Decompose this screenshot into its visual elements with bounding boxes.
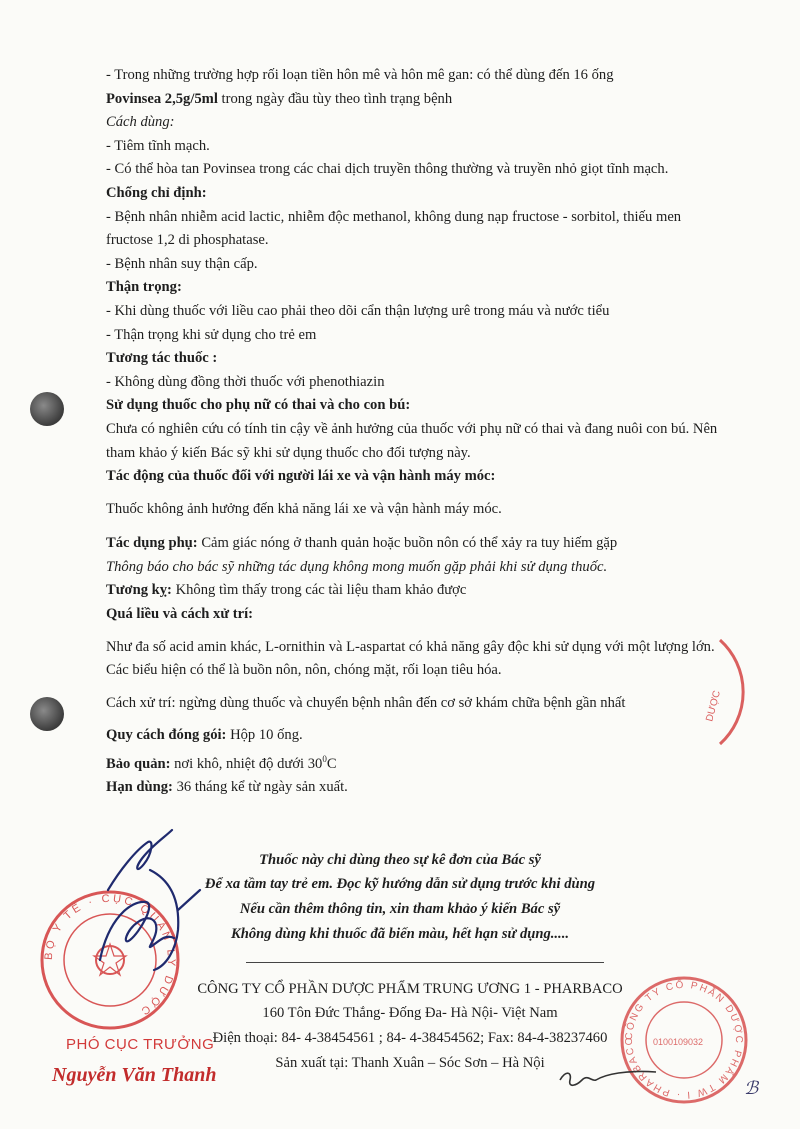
expiry-title: Hạn dùng: bbox=[106, 779, 173, 796]
contraindication-item-2: - Bệnh nhân suy thận cấp. bbox=[106, 255, 258, 272]
usage-item-2: - Có thể hòa tan Povinsea trong các chai dịch truyền thông thường và truyền nhỏ giọt tĩnh mạch. bbox=[106, 161, 669, 178]
caution-item-2: - Thận trọng khi sử dụng cho trẻ em bbox=[106, 326, 317, 343]
company-name: CÔNG TY CỔ PHẦN DƯỢC PHẨM TRUNG ƯƠNG 1 - PHARBACO bbox=[197, 981, 623, 997]
company-stamp bbox=[622, 978, 746, 1102]
packaging-title: Quy cách đóng gói: bbox=[106, 727, 227, 744]
signatory-title: PHÓ CỤC TRƯỞNG bbox=[66, 1036, 215, 1053]
storage-text: nơi khô, nhiệt độ dưới 30 bbox=[170, 755, 323, 772]
interaction-item-1: - Không dùng đồng thời thuốc với phenothiazin bbox=[106, 373, 385, 390]
ministry-stamp-text: BỘ Y TẾ · CỤC QUẢN LÝ DƯỢC bbox=[42, 892, 178, 1019]
interaction-title: Tương tác thuốc : bbox=[106, 350, 218, 367]
incompatibility-text: Không tìm thấy trong các tài liệu tham khảo được bbox=[171, 582, 467, 599]
usage-title: Cách dùng: bbox=[106, 114, 175, 131]
incompatibility-title: Tương kỵ: bbox=[106, 582, 172, 599]
side-effects-text: Cảm giác nóng ở thanh quản hoặc buồn nôn có thể xảy ra tuy hiếm gặp bbox=[197, 535, 618, 552]
storage-unit: C bbox=[326, 755, 337, 772]
expiry-text: 36 tháng kể từ ngày sản xuất. bbox=[172, 779, 348, 796]
company-stamp-text: CÔNG TY CỔ PHẦN DƯỢC PHẨM TW I · PHARBACO bbox=[623, 979, 745, 1101]
notice-line-3: Nếu cần thêm thông tin, xin tham khảo ý kiến Bác sỹ bbox=[239, 901, 561, 917]
overdose-treatment: Cách xử trí: ngừng dùng thuốc và chuyển bệnh nhân đến cơ sở khám chữa bệnh gần nhất bbox=[106, 694, 626, 711]
contraindication-title: Chống chỉ định: bbox=[106, 184, 207, 201]
side-effects-title: Tác dụng phụ: bbox=[106, 535, 198, 552]
company-phone: Điện thoại: 84- 4-38454561 ; 84- 4-38454562; Fax: 84-4-38237460 bbox=[212, 1030, 608, 1046]
notice-line-4: Không dùng khi thuốc đã biến màu, hết hạn sử dụng..... bbox=[230, 926, 570, 942]
caution-title: Thận trọng: bbox=[106, 279, 182, 296]
storage-title: Bảo quản: bbox=[106, 755, 171, 772]
edge-stamp-text: DƯỢC bbox=[704, 689, 724, 723]
edge-stamp bbox=[704, 640, 743, 744]
caution-item-1: - Khi dùng thuốc với liều cao phải theo dõi cẩn thận lượng urê trong máu và nước tiểu bbox=[106, 302, 610, 319]
notice-line-2: Để xa tầm tay trẻ em. Đọc kỹ hướng dẫn sử dụng trước khi dùng bbox=[204, 876, 596, 892]
usage-item-1: - Tiêm tĩnh mạch. bbox=[106, 137, 210, 154]
driving-title: Tác động của thuốc đối với người lái xe và vận hành máy móc: bbox=[106, 468, 496, 485]
ministry-stamp bbox=[42, 892, 178, 1028]
storage-degree: 0 bbox=[322, 754, 327, 765]
side-effects-note: Thông báo cho bác sỹ những tác dụng không mong muốn gặp phải khi sử dụng thuốc. bbox=[106, 558, 608, 575]
contraindication-item-1: - Bệnh nhân nhiễm acid lactic, nhiễm độc methanol, không dung nạp fructose - sorbitol, thiếu men fructose 1,2 di phosphatase. bbox=[106, 208, 682, 249]
dose-line: - Trong những trường hợp rối loạn tiền hôn mê và hôn mê gan: có thể dùng đến 16 ống bbox=[106, 67, 614, 83]
overdose-text: Như đa số acid amin khác, L-ornithin và L-aspartat có khả năng gây độc khi sử dụng với một lượng lớn. Các biểu hiện có thể là buồn nôn, nôn, chóng mặt, rối loạn tiêu hóa. bbox=[106, 638, 715, 679]
dose-line-2-text: trong ngày đầu tùy theo tình trạng bệnh bbox=[217, 90, 453, 107]
driving-text: Thuốc không ảnh hưởng đến khả năng lái xe và vận hành máy móc. bbox=[106, 500, 502, 517]
company-stamp-code: 0100109032 bbox=[653, 1037, 704, 1047]
notice-line-1: Thuốc này chỉ dùng theo sự kê đơn của Bác sỹ bbox=[259, 852, 541, 868]
packaging-text: Hộp 10 ống. bbox=[226, 727, 303, 744]
pregnancy-text: Chưa có nghiên cứu có tính tin cậy về ảnh hưởng của thuốc với phụ nữ có thai và đang nuôi con bú. Nên tham khảo ý kiến Bác sỹ khi sử dụng thuốc cho đối tượng này. bbox=[106, 420, 718, 461]
pregnancy-title: Sử dụng thuốc cho phụ nữ có thai và cho con bú: bbox=[106, 397, 411, 414]
star-icon bbox=[94, 944, 126, 975]
overdose-title: Quá liều và cách xử trí: bbox=[106, 606, 253, 623]
company-address: 160 Tôn Đức Thắng- Đống Đa- Hà Nội- Việt Nam bbox=[262, 1005, 558, 1021]
page-mark: ℬ bbox=[744, 1078, 759, 1098]
company-factory: Sản xuất tại: Thanh Xuân – Sóc Sơn – Hà Nội bbox=[275, 1055, 545, 1071]
signatory-name: Nguyễn Văn Thanh bbox=[52, 1064, 217, 1086]
product-name: Povinsea 2,5g/5ml bbox=[106, 90, 218, 107]
